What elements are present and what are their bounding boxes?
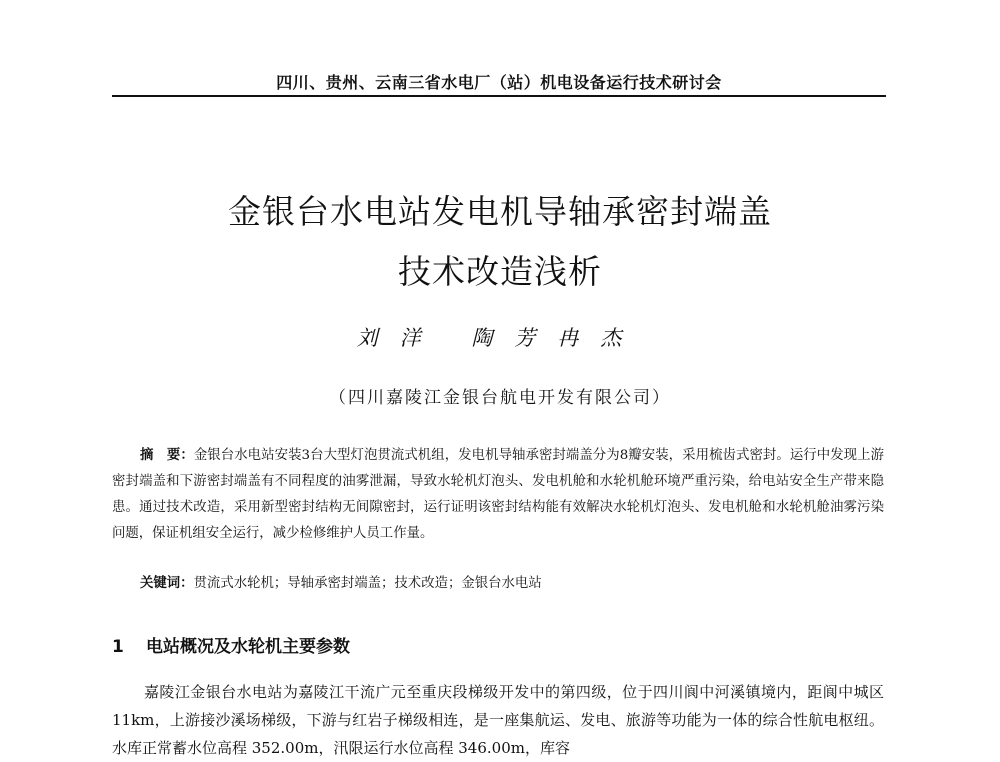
header-divider <box>112 95 886 97</box>
keywords-text: 贯流式水轮机；导轴承密封端盖；技术改造；金银台水电站 <box>193 576 542 591</box>
section-title: 电站概况及水轮机主要参数 <box>146 637 350 657</box>
keywords <box>140 572 884 591</box>
section-heading <box>112 632 350 657</box>
conference-header: 四川、贵州、云南三省水电厂（站）机电设备运行技术研讨会 <box>276 73 722 92</box>
paper-title-line-1: 金银台水电站发电机导轴承密封端盖 <box>228 192 772 231</box>
affiliation: （四川嘉陵江金银台航电开发有限公司） <box>329 388 671 408</box>
abstract-text: 金银台水电站安装3台大型灯泡贯流式机组，发电机导轴承密封端盖分为8瓣安装，采用梳齿式密封。运行中发现上游密封端盖和下游密封端盖有不同程度的油雾泄漏，导致水轮机灯泡头、发电机舱和水轮机舱环境严重污染，给电站安全生产带来隐患。通过技术改造，采用新型密封结构无间隙密封，运行证明该密封结构能有效解决水轮机灯泡头、发电机舱和水轮机舱油雾污染问题，保证机组安全运行，减少检修维护人员工作量。 <box>112 448 884 541</box>
abstract <box>112 442 884 547</box>
paper-title-line-2: 技术改造浅析 <box>398 252 602 291</box>
keywords-label: 关键词： <box>140 575 194 591</box>
body-paragraph: 嘉陵江金银台水电站为嘉陵江干流广元至重庆段梯级开发中的第四级，位于四川阆中河溪镇境内，距阆中城区11km，上游接沙溪场梯级，下游与红岩子梯级相连，是一座集航运、发电、旅游等功能为一体的综合性航电枢纽。水库正常蓄水位高程 352.00m，汛限运行水位高程 346.00m，库容 <box>112 683 884 757</box>
section-number: 1 <box>112 637 124 657</box>
abstract-label: 摘 要： <box>140 447 194 463</box>
author-list: 刘洋 陶芳冉杰 <box>356 326 644 350</box>
